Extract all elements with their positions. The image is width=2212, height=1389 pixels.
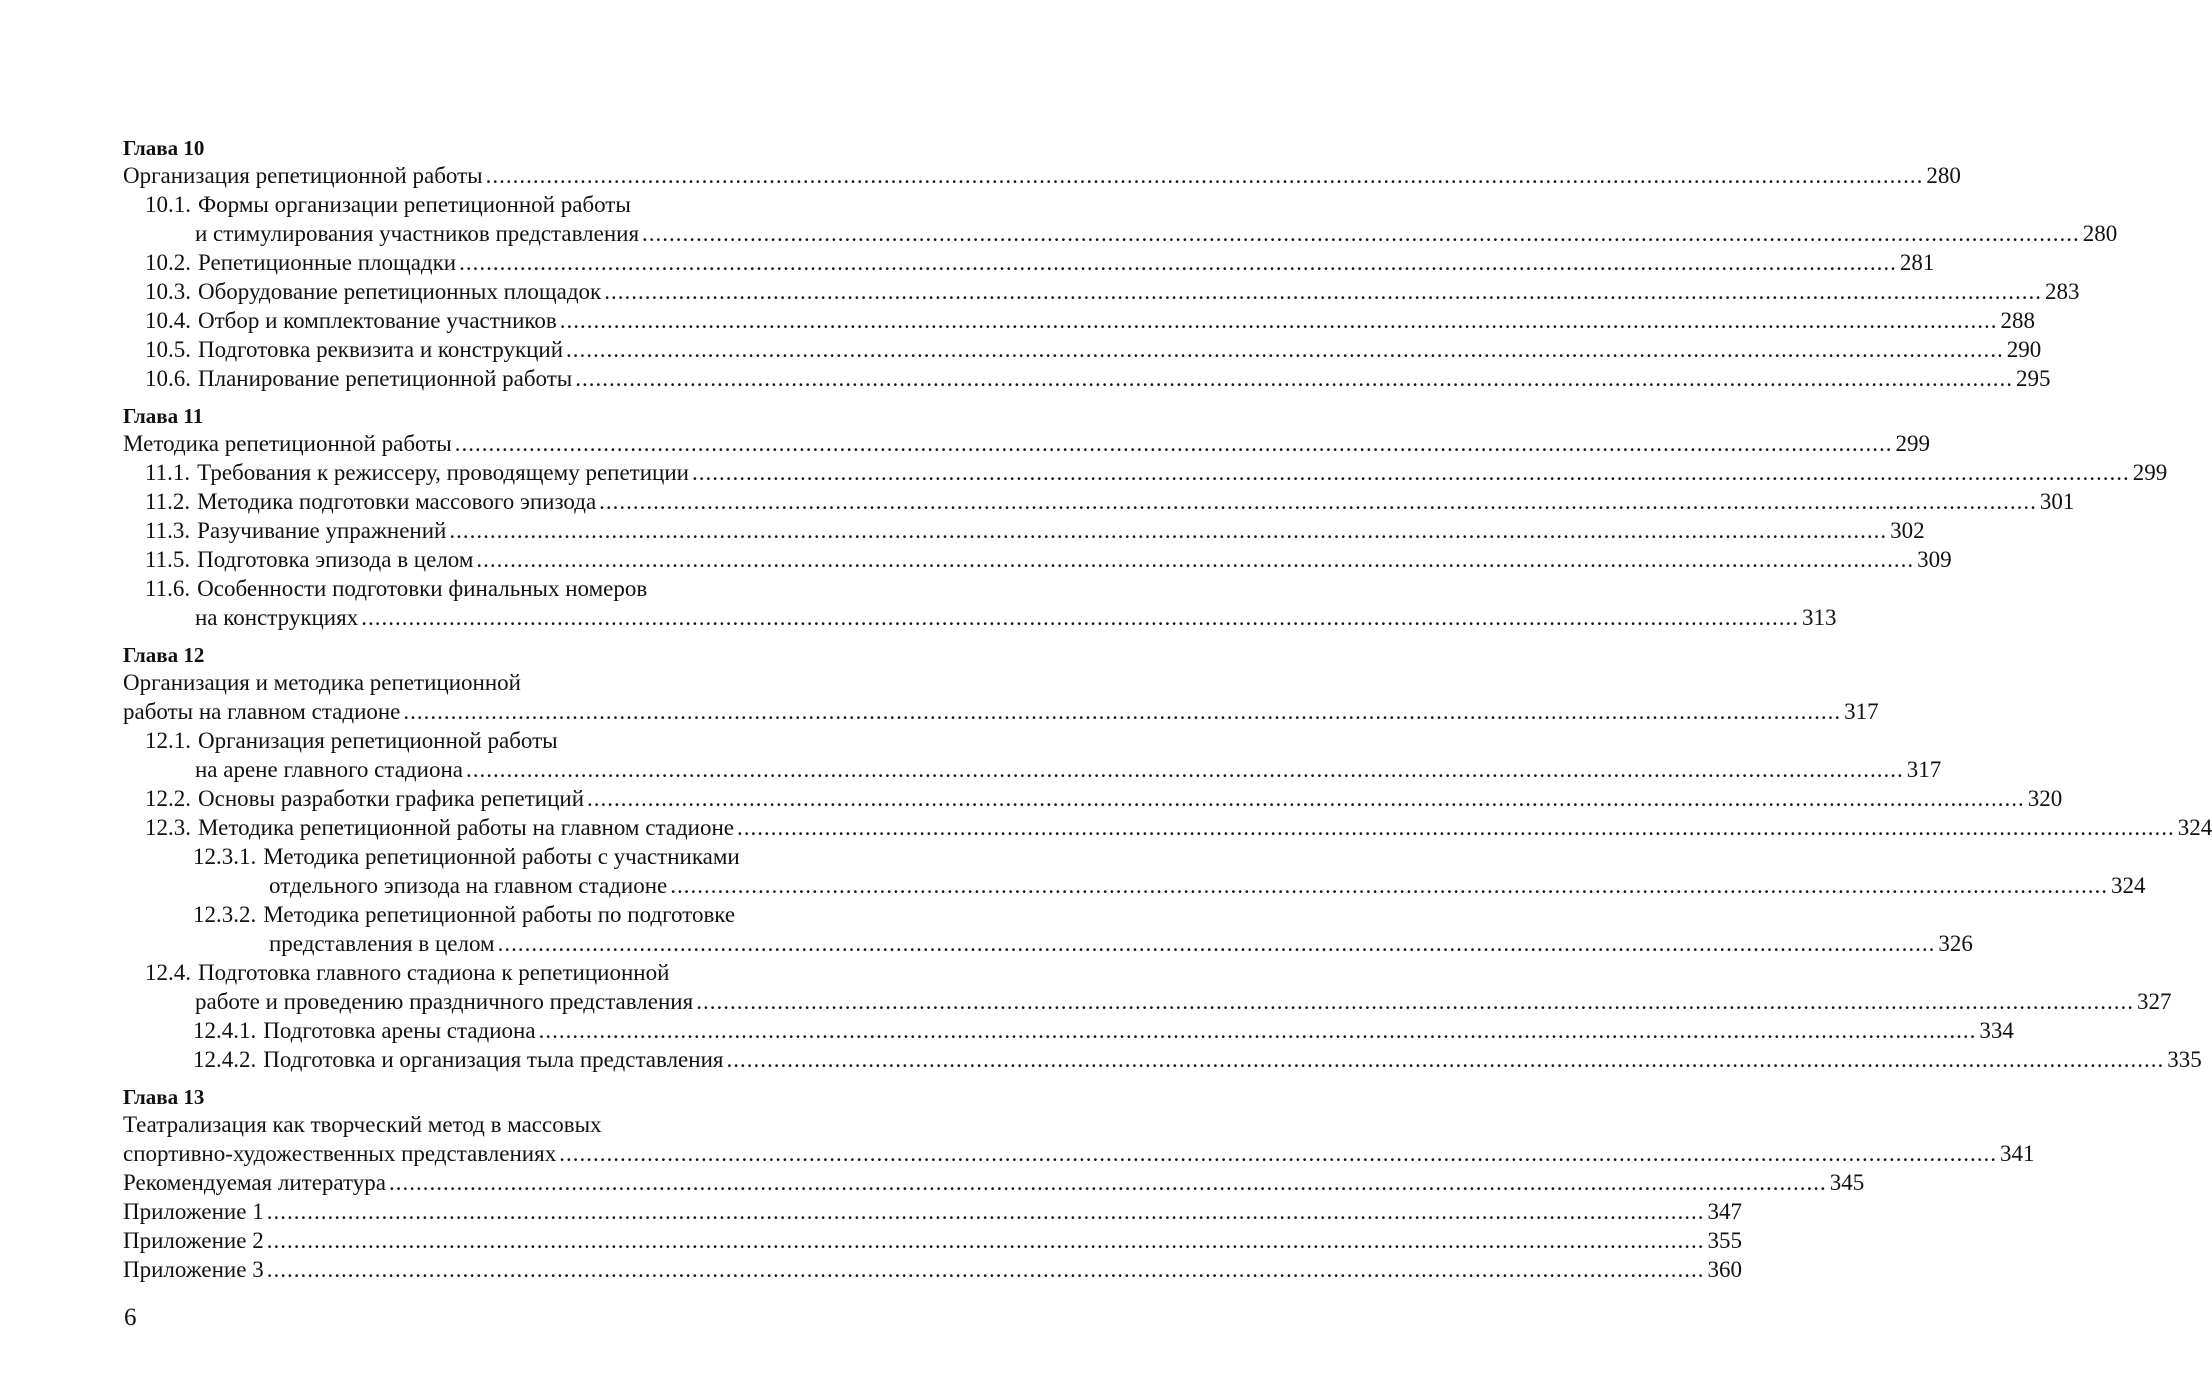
toc-entry[interactable] bbox=[123, 1045, 2202, 1074]
dot-leader bbox=[267, 1255, 1705, 1284]
toc-entry-title: Методика подготовки массового эпизода bbox=[197, 489, 597, 514]
toc-entry-title: Требования к режиссеру, проводящему репетиции bbox=[197, 460, 689, 485]
section-number: 10.3. bbox=[145, 279, 191, 304]
toc-entry-line1[interactable] bbox=[123, 958, 888, 987]
toc-entry-page: 280 bbox=[1926, 163, 1961, 188]
toc-entry-page: 334 bbox=[1979, 1018, 2014, 1043]
toc-entry[interactable] bbox=[123, 161, 1961, 190]
toc-entry[interactable] bbox=[123, 516, 1925, 545]
section-number: 11.6. bbox=[145, 576, 191, 601]
toc-entry-title: Разучивание упражнений bbox=[197, 518, 447, 543]
dot-leader bbox=[560, 306, 1998, 335]
toc-entry-line1[interactable] bbox=[123, 726, 888, 755]
toc-entry-title: Приложение 3 bbox=[123, 1257, 264, 1282]
section-number: 11.1. bbox=[145, 460, 191, 485]
toc-entry-page: 302 bbox=[1890, 518, 1925, 543]
dot-leader bbox=[642, 219, 2080, 248]
toc-entry-page: 313 bbox=[1801, 605, 1837, 630]
toc-entry-title: Подготовка реквизита и конструкций bbox=[198, 337, 564, 362]
toc-entry[interactable] bbox=[123, 487, 2075, 516]
toc-entry-title: Приложение 2 bbox=[123, 1228, 264, 1253]
dot-leader bbox=[604, 277, 2042, 306]
toc-entry[interactable] bbox=[123, 277, 2080, 306]
toc-entry-line2[interactable] bbox=[123, 603, 1837, 632]
toc-entry-page: 295 bbox=[2016, 366, 2051, 391]
dot-leader bbox=[696, 987, 2134, 1016]
toc-entry-title: Формы организации репетиционной работы bbox=[198, 192, 631, 217]
toc-entry-title: представления в целом bbox=[269, 931, 495, 956]
dot-leader bbox=[559, 1139, 1997, 1168]
table-of-contents bbox=[123, 135, 2212, 1284]
toc-entry-appendix-2[interactable] bbox=[123, 1226, 1742, 1255]
toc-entry-page: 324 bbox=[2110, 873, 2146, 898]
toc-entry-page: 283 bbox=[2044, 279, 2080, 304]
section-number: 11.5. bbox=[145, 547, 191, 572]
toc-entry-title: Приложение 1 bbox=[123, 1199, 264, 1224]
toc-entry-title: Оборудование репетиционных площадок bbox=[198, 279, 602, 304]
toc-entry-title: на арене главного стадиона bbox=[195, 757, 463, 782]
toc-entry[interactable] bbox=[123, 784, 2063, 813]
dot-leader bbox=[575, 364, 2013, 393]
dot-leader bbox=[498, 929, 1936, 958]
toc-entry-page: 288 bbox=[2000, 308, 2036, 333]
page-number: 6 bbox=[124, 1304, 137, 1331]
chapter-heading: Глава 11 bbox=[123, 404, 204, 428]
toc-entry-title: Репетиционные площадки bbox=[198, 250, 457, 275]
toc-entry-title: Особенности подготовки финальных номеров bbox=[197, 576, 648, 601]
dot-leader bbox=[466, 755, 1904, 784]
toc-entry-page: 317 bbox=[1906, 757, 1942, 782]
section-number: 10.6. bbox=[145, 366, 191, 391]
toc-entry-title: Подготовка эпизода в целом bbox=[197, 547, 474, 572]
chapter-heading: Глава 12 bbox=[123, 643, 205, 667]
toc-entry-title: Организация и методика репетиционной bbox=[123, 670, 521, 695]
toc-entry-page: 347 bbox=[1707, 1199, 1742, 1224]
toc-entry-page: 281 bbox=[1899, 250, 1935, 275]
dot-leader bbox=[361, 603, 1799, 632]
toc-entry-title: Рекомендуемая литература bbox=[123, 1170, 386, 1195]
dot-leader bbox=[670, 871, 2108, 900]
dot-leader bbox=[267, 1197, 1705, 1226]
toc-entry-title: Подготовка главного стадиона к репетиционной bbox=[198, 960, 670, 985]
section-number: 12.3.1. bbox=[193, 844, 257, 869]
toc-entry-page: 341 bbox=[1999, 1141, 2035, 1166]
toc-entry-line2[interactable] bbox=[123, 755, 1942, 784]
toc-entry-title: Методика репетиционной работы на главном стадионе bbox=[198, 815, 735, 840]
toc-entry-line1[interactable] bbox=[123, 668, 888, 697]
toc-entry-line1[interactable] bbox=[123, 1110, 888, 1139]
toc-entry-page: 335 bbox=[2167, 1047, 2202, 1072]
section-number: 11.2. bbox=[145, 489, 191, 514]
dot-leader bbox=[737, 813, 2175, 842]
section-number: 10.2. bbox=[145, 250, 191, 275]
toc-entry[interactable] bbox=[123, 364, 2051, 393]
dot-leader bbox=[455, 429, 1893, 458]
toc-entry-page: 360 bbox=[1707, 1257, 1742, 1282]
toc-entry-title: Организация репетиционной работы bbox=[123, 163, 483, 188]
toc-entry-appendix-1[interactable] bbox=[123, 1197, 1742, 1226]
section-number: 12.4.1. bbox=[193, 1018, 257, 1043]
toc-entry-title: Методика репетиционной работы bbox=[123, 431, 452, 456]
dot-leader bbox=[566, 335, 2004, 364]
section-number: 10.1. bbox=[145, 192, 191, 217]
dot-leader bbox=[267, 1226, 1705, 1255]
toc-entry-title: Театрализация как творческий метод в массовых bbox=[123, 1112, 602, 1137]
toc-entry-page: 317 bbox=[1844, 699, 1879, 724]
toc-entry-line2[interactable] bbox=[123, 929, 1973, 958]
toc-entry[interactable] bbox=[123, 335, 2042, 364]
toc-entry-title: Методика репетиционной работы с участниками bbox=[263, 844, 740, 869]
dot-leader bbox=[403, 697, 1841, 726]
dot-leader bbox=[389, 1168, 1827, 1197]
toc-entry-page: 326 bbox=[1938, 931, 1973, 956]
dot-leader bbox=[476, 545, 1914, 574]
toc-entry-title: работы на главном стадионе bbox=[123, 699, 401, 724]
toc-entry-title: Методика репетиционной работы по подготовке bbox=[263, 902, 736, 927]
toc-entry-title: Основы разработки графика репетиций bbox=[198, 786, 585, 811]
toc-entry[interactable] bbox=[123, 429, 1930, 458]
toc-entry-page: 320 bbox=[2027, 786, 2063, 811]
section-number: 12.4. bbox=[145, 960, 191, 985]
toc-entry-title: работе и проведению праздничного представления bbox=[195, 989, 694, 1014]
section-number: 12.3. bbox=[145, 815, 191, 840]
toc-entry-page: 299 bbox=[1895, 431, 1930, 456]
section-number: 11.3. bbox=[145, 518, 191, 543]
toc-entry-appendix-3[interactable] bbox=[123, 1255, 1742, 1284]
section-number: 10.4. bbox=[145, 308, 191, 333]
toc-entry[interactable] bbox=[123, 813, 2212, 842]
toc-entry-title: и стимулирования участников представления bbox=[195, 221, 640, 246]
toc-entry-line2[interactable] bbox=[123, 1139, 2035, 1168]
toc-entry[interactable] bbox=[123, 248, 1935, 277]
toc-entry-line1[interactable] bbox=[123, 574, 888, 603]
section-number: 12.1. bbox=[145, 728, 191, 753]
toc-entry-title: Подготовка арены стадиона bbox=[263, 1018, 536, 1043]
toc-entry-page: 355 bbox=[1707, 1228, 1742, 1253]
toc-entry-line2[interactable] bbox=[123, 697, 1879, 726]
toc-entry-page: 290 bbox=[2006, 337, 2042, 362]
toc-entry-page: 299 bbox=[2132, 460, 2168, 485]
section-number: 12.4.2. bbox=[193, 1047, 257, 1072]
toc-entry-page: 324 bbox=[2177, 815, 2212, 840]
toc-entry-page: 301 bbox=[2039, 489, 2075, 514]
toc-entry-line1[interactable] bbox=[123, 190, 888, 219]
toc-entry-line1[interactable] bbox=[123, 842, 888, 871]
toc-entry-title: на конструкциях bbox=[195, 605, 359, 630]
toc-entry-title: Планирование репетиционной работы bbox=[198, 366, 573, 391]
toc-entry-page: 345 bbox=[1829, 1170, 1865, 1195]
toc-entry[interactable] bbox=[123, 458, 2168, 487]
dot-leader bbox=[459, 248, 1897, 277]
dot-leader bbox=[726, 1045, 2164, 1074]
toc-entry-title: Подготовка и организация тыла представления bbox=[263, 1047, 724, 1072]
dot-leader bbox=[599, 487, 2037, 516]
dot-leader bbox=[692, 458, 2130, 487]
dot-leader bbox=[486, 161, 1924, 190]
toc-entry[interactable] bbox=[123, 306, 2036, 335]
toc-entry-page: 280 bbox=[2082, 221, 2118, 246]
chapter-heading: Глава 13 bbox=[123, 1085, 205, 1109]
toc-entry-line2[interactable] bbox=[123, 219, 2118, 248]
toc-entry[interactable] bbox=[123, 1016, 2014, 1045]
toc-entry-title: Отбор и комплектование участников bbox=[198, 308, 557, 333]
section-number: 10.5. bbox=[145, 337, 191, 362]
dot-leader bbox=[539, 1016, 1977, 1045]
section-number: 12.2. bbox=[145, 786, 191, 811]
chapter-heading: Глава 10 bbox=[123, 136, 205, 160]
toc-entry-title: спортивно-художественных представлениях bbox=[123, 1141, 557, 1166]
toc-entry-line2[interactable] bbox=[123, 871, 2146, 900]
toc-entry[interactable] bbox=[123, 545, 1952, 574]
toc-entry-literature[interactable] bbox=[123, 1168, 1865, 1197]
toc-entry-page: 327 bbox=[2136, 989, 2172, 1014]
dot-leader bbox=[587, 784, 2025, 813]
section-number: 12.3.2. bbox=[193, 902, 257, 927]
dot-leader bbox=[449, 516, 1887, 545]
toc-entry-title: Организация репетиционной работы bbox=[198, 728, 558, 753]
toc-entry-page: 309 bbox=[1917, 547, 1952, 572]
toc-entry-line1[interactable] bbox=[123, 900, 888, 929]
toc-entry-title: отдельного эпизода на главном стадионе bbox=[269, 873, 668, 898]
toc-entry-line2[interactable] bbox=[123, 987, 2172, 1016]
